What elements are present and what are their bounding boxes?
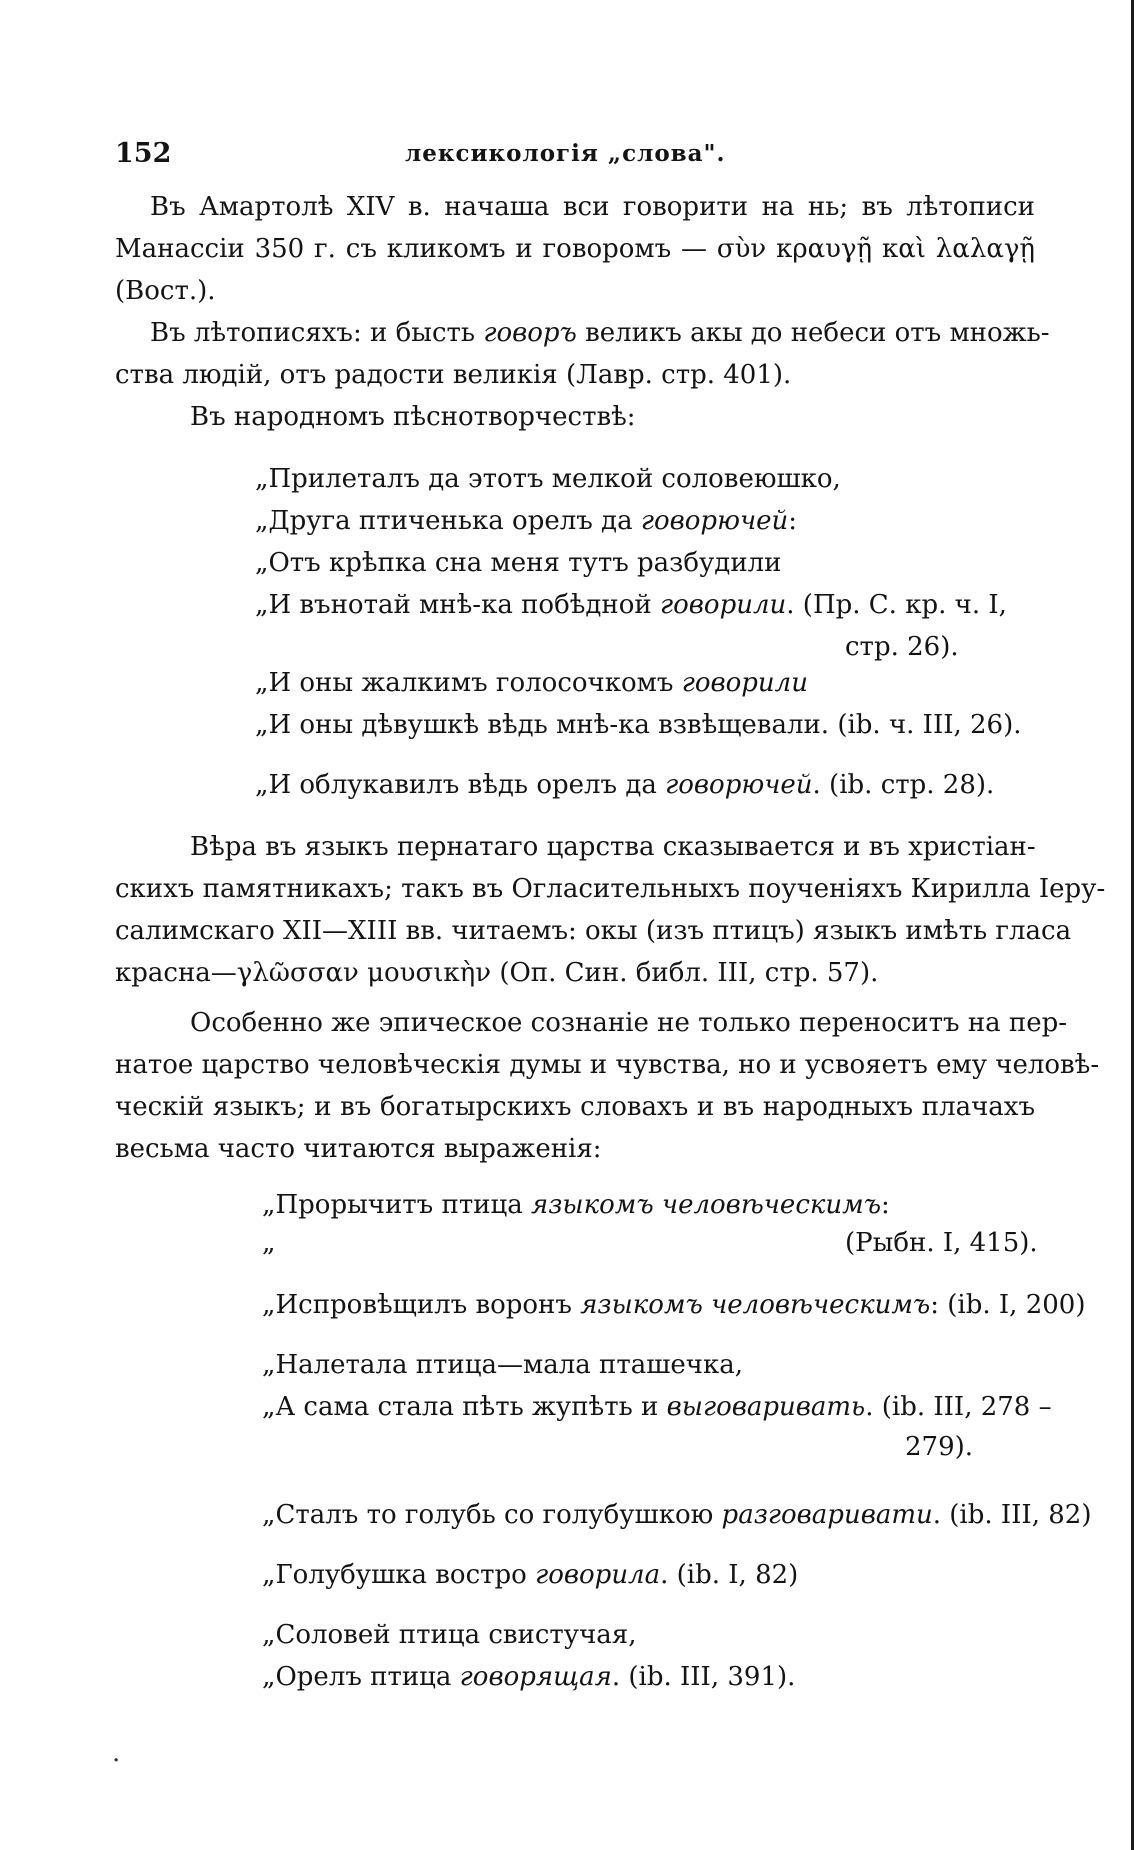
- text-run: : (ib. I, 200): [930, 1290, 1086, 1320]
- verse-line: [255, 770, 994, 800]
- verse-line: „: [262, 1228, 276, 1258]
- text-run: . (ib. III, 391).: [611, 1662, 796, 1692]
- paragraph-line: красна—γλῶσσαν μουσικὴν (Оп. Син. библ. III, стр. 57).: [115, 958, 879, 988]
- paragraph-line: Въ Амартолѣ XIV в. начаша вси говорити на нь; въ лѣтописи: [150, 192, 1035, 222]
- paragraph-line: натое царство человѣческія думы и чувства, но и усвояетъ ему человѣ-: [115, 1050, 1100, 1080]
- verse-line: [262, 1662, 795, 1692]
- paragraph-line: весьма часто читаются выраженія:: [115, 1134, 602, 1164]
- verse-reference: стр. 26).: [845, 632, 959, 662]
- text-run: „Сталъ то голубь со голубушкою: [262, 1500, 722, 1530]
- italic-run: говорили: [659, 590, 787, 620]
- text-run: . (ib. I, 82): [660, 1560, 799, 1590]
- verse-line: [255, 668, 808, 698]
- verse-line: [262, 1190, 890, 1220]
- running-title: лексикологія „слова".: [405, 140, 726, 167]
- text-run: . (ib. стр. 28).: [812, 770, 995, 800]
- text-run: „И оны жалкимъ голосочкомъ: [255, 668, 682, 698]
- text-run: :: [881, 1190, 890, 1220]
- italic-run: говорящая: [459, 1662, 612, 1692]
- text-run: „Испровѣщилъ воронъ: [262, 1290, 581, 1320]
- text-run: „Голубушка востро: [262, 1560, 536, 1590]
- paragraph-line: (Вост.).: [115, 276, 216, 306]
- verse-line: „Соловей птица свистучая,: [262, 1620, 637, 1650]
- paragraph-line: скихъ памятникахъ; такъ въ Огласительныхъ поученіяхъ Кирилла Іеру-: [115, 874, 1106, 904]
- paragraph-line: [150, 318, 1050, 348]
- margin-mark: .: [112, 1738, 121, 1768]
- section-intro: Въ народномъ пѣснотворчествѣ:: [190, 402, 636, 432]
- text-run: „И вънотай мнѣ-ка побѣдной: [255, 590, 660, 620]
- text-run: . (ib. III, 278 –: [865, 1392, 1052, 1422]
- text-run: „Орелъ птица: [262, 1662, 460, 1692]
- text-run: . (ib. III, 82): [932, 1500, 1092, 1530]
- paragraph-line: Манассіи 350 г. съ кликомъ и говоромъ — σὺν κραυγῇ καὶ λαλαγῇ: [115, 234, 1035, 264]
- italic-run: языкомъ человѣческимъ: [531, 1190, 882, 1220]
- verse-line: „Налетала птица—мала пташечка,: [262, 1350, 743, 1380]
- text-run: :: [788, 506, 798, 536]
- verse-line: [262, 1500, 1091, 1530]
- paragraph-line: Особенно же эпическое сознаніе не только переноситъ на пер-: [190, 1008, 1068, 1038]
- italic-run: языкомъ человѣческимъ: [580, 1290, 931, 1320]
- text-run: „А сама стала пѣть жупѣть и: [262, 1392, 667, 1422]
- text-run: Въ лѣтописяхъ: и бысть: [150, 318, 484, 348]
- italic-run: говоръ: [483, 318, 577, 348]
- italic-run: говорили: [681, 668, 808, 698]
- page-header: [115, 138, 1035, 174]
- italic-run: разговаривати: [721, 1500, 933, 1530]
- verse-line: [255, 590, 1007, 620]
- italic-run: говорила: [535, 1560, 661, 1590]
- paragraph-line: ческій языкъ; и въ богатырскихъ словахъ и въ народныхъ плачахъ: [115, 1092, 1035, 1122]
- text-run: „Прорычитъ птица: [262, 1190, 532, 1220]
- verse-line: „Отъ крѣпка сна меня тутъ разбудили: [255, 548, 782, 578]
- page-number: 152: [115, 138, 172, 169]
- page-edge-line: [1131, 0, 1134, 1850]
- verse-reference: (Рыбн. I, 415).: [845, 1228, 1038, 1258]
- verse-line: [262, 1560, 798, 1590]
- italic-run: говорючей: [640, 506, 789, 536]
- verse-line: „И оны дѣвушкѣ вѣдь мнѣ-ка взвѣщевали. (ib. ч. III, 26).: [255, 710, 1022, 740]
- text-run: великъ акы до небеси отъ множь-: [576, 318, 1050, 348]
- text-run: „Друга птиченька орелъ да: [255, 506, 641, 536]
- text-run: . (Пр. С. кр. ч. I,: [786, 590, 1007, 620]
- paragraph-line: ства людій, отъ радости великія (Лавр. стр. 401).: [115, 360, 792, 390]
- paragraph-line: салимскаго XII—XIII вв. читаемъ: окы (изъ птицъ) языкъ имѣть гласа: [115, 916, 1072, 946]
- text-run: „И облукавилъ вѣдь орелъ да: [255, 770, 666, 800]
- verse-line: [262, 1392, 1052, 1422]
- verse-reference: 279).: [905, 1432, 974, 1462]
- paragraph-line: Вѣра въ языкъ пернатаго царства сказывается и въ христіан-: [190, 832, 1036, 862]
- verse-line: [255, 506, 797, 536]
- verse-line: „Прилеталъ да этотъ мелкой соловеюшко,: [255, 464, 841, 494]
- italic-run: говорючей: [665, 770, 813, 800]
- verse-line: [262, 1290, 1085, 1320]
- italic-run: выговаривать: [666, 1392, 866, 1422]
